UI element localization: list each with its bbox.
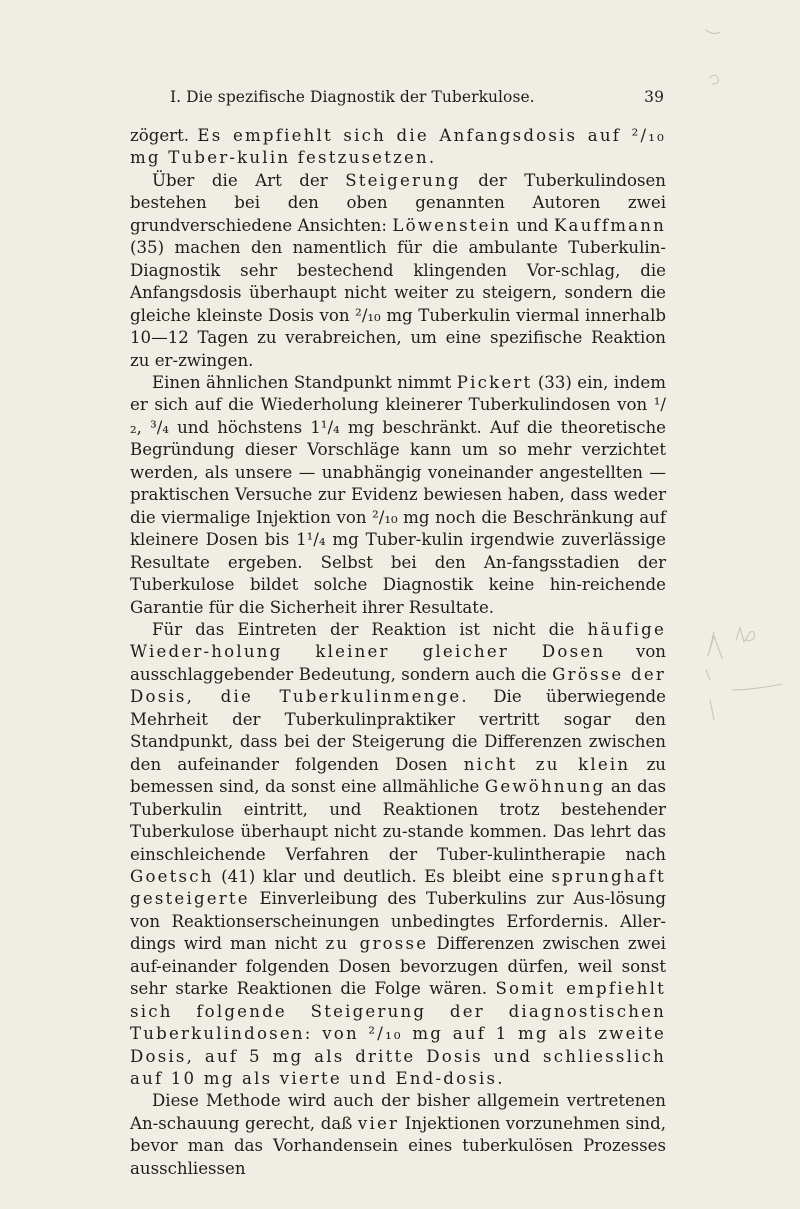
paragraph-3 [130,372,666,619]
text-run: der Tuberkulindosen bestehen bei den oben genannten Autoren zwei grundverschiedene Ansichten: [130,170,666,235]
text-run: zögert. [130,126,198,145]
emphasis-text: nicht zu klein [463,754,631,774]
author-name: Löwenstein [392,215,512,235]
emphasis-text: Somit empfiehlt sich folgende Steigerung der diagnostischen Tuberkulindosen: von ²/₁₀ mg auf 1 mg als zweite Dosis, auf 5 mg als dritte Dosis und schliesslich auf 10 mg als vierte und End-dosis. [130,979,666,1089]
paragraph-2 [130,170,666,372]
text-run: Injektionen vorzunehmen sind, bevor man das Vorhandensein eines tuberkulösen Prozesses ausschliessen [130,1113,666,1178]
emphasis-text: Es empfiehlt sich die Anfangsdosis auf ²/₁₀ mg Tuber-kulin festzusetzen. [130,126,666,168]
emphasis-text: sprunghaft gesteigerte [130,866,666,909]
emphasis-text: Steigerung [345,170,461,190]
text-run: Einverleibung des Tuberkulins zur Aus-lösung von Reaktionserscheinungen unbedingtes Erfordernis. Aller-dings wird man nicht [130,889,666,954]
running-header [170,88,664,106]
text-run: von ausschlaggebender Bedeutung, sondern auch die [130,642,666,684]
paragraph-1 [130,125,666,170]
paragraph-4 [130,619,666,1091]
text-run: und [511,215,554,235]
author-name: Goetsch [130,866,214,886]
text-run: Diese Methode wird auch der bisher allgemein vertretenen An-schauung gerecht, daß [130,1091,666,1133]
running-title: I. Die spezifische Diagnostik der Tuberkulose. [170,88,535,106]
author-name: Pickert [456,372,533,392]
text-run: (41) klar und deutlich. Es bleibt eine [213,866,552,886]
text-run: Über die Art der [152,170,346,190]
emphasis-text: vier [357,1113,400,1133]
text-run: (33) ein, indem er sich auf die Wiederholung kleinerer Tuberkulindosen von ¹/₂, ³/₄ und höchstens 1¹/₄ mg beschränkt. Auf die theoretische Begründung dieser Vorschläge kann um so mehr verzichtet werden, als unsere — unabhängig voneinander angestellten — praktischen Versuche zur Evidenz bewiesen haben, dass weder die viermalige Injektion von ²/₁₀ mg noch die Beschränkung auf kleinere Dosen bis 1¹/₄ mg Tuber-kulin irgendwie zuverlässige Resultate ergeben. Selbst bei den An-fangsstadien der Tuberkulose bildet solche Diagnostik keine hin-reichende Garantie für die Sicherheit ihrer Resultate. [130,372,666,617]
page-body [130,125,666,1180]
emphasis-text: Grösse der Dosis, die Tuberkulinmenge. [130,664,666,707]
text-run: Einen ähnlichen Standpunkt nimmt [152,372,457,392]
margin-pencil-marks [676,0,800,1209]
text-run: an das Tuberkulin eintritt, und Reaktionen trotz bestehender Tuberkulose überhaupt nicht zu-stande kommen. Das lehrt das einschleichende Verfahren der Tuber-kulintherapie nach [130,777,666,864]
emphasis-text: zu grosse [325,934,429,954]
text-run: Die überwiegende Mehrheit der Tuberkulinpraktiker vertritt sogar den Standpunkt, dass bei der Steigerung die Differenzen zwischen den aufeinander folgenden Dosen [130,687,666,774]
author-name: Kauffmann [553,215,666,235]
paragraph-5 [130,1090,666,1180]
emphasis-text: Gewöhnung [484,777,606,797]
page-number: 39 [644,88,664,106]
text-run: zu bemessen sind, da sonst eine allmähliche [130,754,666,797]
text-run: Für das Eintreten der Reaktion ist nicht die [152,619,588,639]
text-run: (35) machen den namentlich für die ambulante Tuberkulin-Diagnostik sehr bestechend klingenden Vor-schlag, die Anfangsdosis überhaupt nicht weiter zu steigern, sondern die gleiche kleinste Dosis von ²/₁₀ mg Tuberkulin viermal innerhalb 10—12 Tagen zu verabreichen, um eine spezifische Reaktion zu er-zwingen. [130,238,666,370]
text-run: Differenzen zwischen zwei auf-einander folgenden Dosen bevorzugen dürfen, weil sonst sehr starke Reaktionen die Folge wären. [130,934,666,999]
emphasis-text: häufige Wieder-holung kleiner gleicher Dosen [130,619,666,662]
